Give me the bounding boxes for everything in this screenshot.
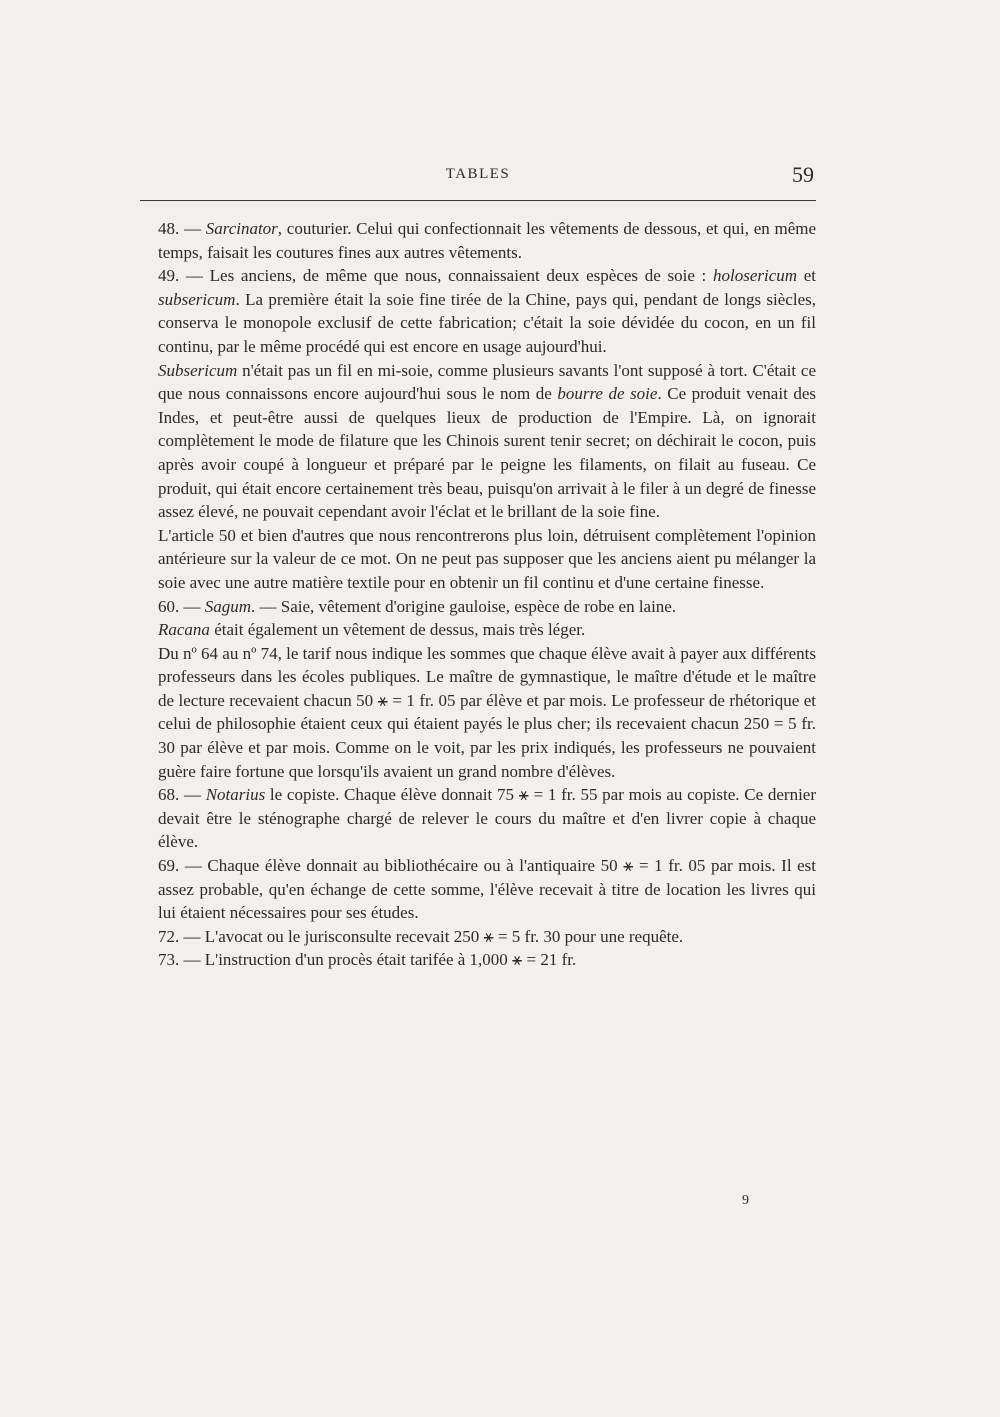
paragraph-text: n'était pas un fil en mi-soie, comme plusieurs savants l'ont supposé à tort. C'était ce que nous connaissons encore aujourd'hui sous le nom de: [158, 360, 816, 404]
paragraph: [158, 524, 816, 595]
page-number: 59: [792, 162, 814, 187]
paragraph: [158, 783, 816, 854]
paragraph: [158, 217, 816, 264]
paragraph-text: et: [797, 266, 816, 286]
paragraph-text: 72. —: [158, 926, 205, 946]
paragraph-text: . Ce produit venait des Indes, et peut-être aussi de quelques lieux de production de l'Empire. Là, on ignorait complètement le mode de filature que les Chinois surent tenir secret; on déchirait le cocon, puis après avoir coupé à longueur et préparé par le peigne les filaments, on filait au fuseau. Ce produit, qui était encore certainement très beau, puisqu'on arrivait à le filer à un degré de finesse assez élevé, ne pouvait cependant avoir l'éclat et le brillant de la soie fine.: [158, 384, 816, 522]
header-rule: [140, 200, 816, 201]
italic-term: Sagum: [204, 596, 252, 616]
paragraph-text: L'article 50 et bien d'autres que nous rencontrerons plus loin, détruisent complètement l'opinion antérieure sur la valeur de ce mot. On ne peut pas supposer que les anciens aient pu mélanger la soie avec une autre matière textile pour en obtenir un fil continu et d'une certaine finesse.: [158, 525, 816, 592]
paragraph: [158, 618, 816, 642]
italic-term: Sarcinator: [205, 219, 278, 238]
paragraph-text: L'avocat ou le jurisconsulte recevait 250 ⚹ = 5 fr. 30 pour une requête.: [204, 926, 684, 946]
paragraph-text: 69. —: [158, 856, 208, 876]
paragraph-text: 48. —: [158, 219, 206, 238]
italic-term: holosericum: [712, 266, 798, 286]
italic-term: Racana: [158, 620, 210, 640]
paragraph-text: . — Saie, vêtement d'origine gauloise, espèce de robe en laine.: [251, 596, 677, 616]
paragraph-text: Chaque élève donnait au bibliothécaire ou à l'antiquaire 50 ⚹ = 1 fr. 05 par mois. Il est assez probable, qu'en échange de cette somme, l'élève recevait à titre de location les livres qui lui étaient nécessaires pour ses études.: [158, 856, 816, 923]
paragraph-text: . La première était la soie fine tirée de la Chine, pays qui, pendant de longs siècles, conserva le monopole exclusif de cette fabrication; c'était la soie dévidée du cocon, en un fil continu, par le même procédé qui est encore en usage aujourd'hui.: [158, 289, 816, 356]
italic-term: subsericum: [158, 289, 236, 309]
paragraph: [158, 948, 816, 972]
paragraph: [158, 595, 816, 619]
signature-mark: 9: [742, 1193, 749, 1208]
body-text: [158, 217, 816, 972]
page-header: [140, 162, 816, 202]
paragraph: [158, 854, 816, 925]
paragraph-text: 49. —: [158, 266, 210, 286]
paragraph-text: 60. —: [158, 596, 205, 616]
paragraph-text: 73. —: [158, 950, 205, 970]
paragraph: [158, 642, 816, 784]
italic-term: bourre de soie: [557, 384, 658, 404]
paragraph: [158, 264, 816, 358]
paragraph-text: L'instruction d'un procès était tarifée à 1,000 ⚹ = 21 fr.: [204, 950, 577, 970]
paragraph-text: , couturier. Celui qui confectionnait les vêtements de dessous, et qui, en même temps, faisait les coutures fines aux autres vêtements.: [158, 219, 817, 262]
italic-term: Notarius: [205, 785, 266, 805]
italic-term: Subsericum: [158, 360, 238, 380]
running-title: TABLES: [445, 166, 511, 182]
paragraph-text: le copiste. Chaque élève donnait 75 ⚹ = 1 fr. 55 par mois au copiste. Ce dernier devait être le sténographe chargé de relever le cours du maître et d'en livrer copie à chaque élève.: [158, 785, 816, 852]
paragraph-text: Les anciens, de même que nous, connaissaient deux espèces de soie :: [209, 266, 713, 286]
paragraph: [158, 359, 816, 524]
paragraph-text: était également un vêtement de dessus, mais très léger.: [209, 620, 586, 640]
paragraph-text: Du nº 64 au nº 74, le tarif nous indique les sommes que chaque élève avait à payer aux différents professeurs dans les écoles publiques. Le maître de gymnastique, le maître d'étude et le maître de lecture recevaient chacun 50 ⚹ = 1 fr. 05 par élève et par mois. Le professeur de rhétorique et celui de philosophie étaient ceux qui étaient payés le plus cher; ils recevaient chacun 250 = 5 fr. 30 par élève et par mois. Comme on le voit, par les prix indiqués, les professeurs ne pouvaient guère faire fortune que lorsqu'ils avaient un grand nombre d'élèves.: [158, 643, 816, 781]
paragraph-text: 68. —: [158, 785, 206, 805]
paragraph: [158, 925, 816, 949]
